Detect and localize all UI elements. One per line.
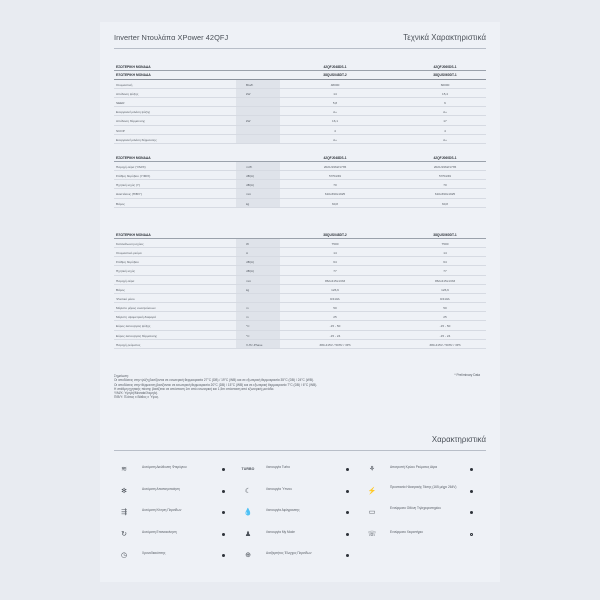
row-unit: m³/h	[246, 164, 253, 169]
features-column	[238, 459, 362, 567]
feature-item	[114, 545, 238, 567]
model-1-value: 64	[333, 260, 337, 265]
section-title: Τεχνικά Χαρακτηριστικά	[403, 33, 486, 42]
brochure-sheet	[100, 22, 500, 582]
row-label: ΕΣΩΤΕΡΙΚΗ ΜΟΝΑΔΑ	[116, 155, 151, 160]
row-label: ΕΞΩΤΕΡΙΚΗ ΜΟΝΑΔΑ	[116, 232, 151, 237]
row-label: Ονομαστικό ρεύμα	[116, 250, 142, 255]
model-2-value: 70	[443, 183, 447, 188]
note-line: Υ/Μ/Χ: Υψηλή/Μεσαία/Χαμηλή.	[114, 391, 158, 396]
feature-label: Αυτόματη Κίνηση Περσίδων	[142, 508, 182, 512]
features-grid	[114, 459, 486, 577]
row-label: Ενεργειακή κλάση ψύξης	[116, 110, 151, 115]
model-2-value: 57/54/49	[438, 173, 452, 178]
model-2-value: 77	[443, 269, 447, 274]
row-unit: m	[246, 315, 249, 320]
row-label: Μέγιστο μήκος σωληνώσεων	[116, 306, 156, 311]
preliminary-note: * Preliminary Data	[454, 373, 480, 377]
table-row	[114, 312, 486, 321]
table-header-row	[114, 62, 486, 71]
unit-column-shade	[236, 135, 280, 143]
notes-title: Σημείωση:	[114, 374, 129, 378]
table-row	[114, 294, 486, 303]
table-row	[114, 80, 486, 89]
row-label: Ηχητική ισχύς (Υ)	[116, 183, 141, 188]
table-row	[114, 189, 486, 198]
model-1-value: -15 - 24	[329, 333, 341, 338]
model-1-value: 14	[333, 250, 337, 255]
features-column	[362, 459, 486, 545]
feature-item	[238, 524, 362, 546]
row-label: Βάρος	[116, 287, 125, 292]
model-2-value: 64	[443, 260, 447, 265]
table-row	[114, 199, 486, 208]
model-2-value: 25	[443, 315, 447, 320]
model-1-value: 952x415x1333	[324, 278, 346, 283]
standard-marker	[346, 554, 349, 557]
feature-item	[114, 524, 238, 546]
model-2-value: 2021/1962/1735	[433, 164, 457, 169]
feature-label: Ενσύρματο Οθόνη Τηλεχειριστηρίου	[390, 506, 441, 510]
table-row	[114, 340, 486, 349]
row-label: Εύρος λειτουργίας θέρμανσης	[116, 333, 158, 338]
independent-control-icon: ⊕	[245, 552, 251, 559]
model-1-value: 38QUS048DT-2	[323, 232, 347, 237]
table-row	[114, 331, 486, 340]
row-unit: dB(A)	[246, 173, 254, 178]
feature-label: Ενσύρματο Χειριστήριο	[390, 529, 423, 534]
row-unit: A	[246, 250, 249, 255]
row-label: Ψυκτικό μέσο	[116, 296, 135, 301]
table-row	[114, 285, 486, 294]
model-1-value: 7500	[331, 241, 339, 246]
row-label: Ηχητική ισχύς	[116, 269, 136, 274]
feature-item	[362, 459, 486, 481]
dehumidify-icon: 💧	[243, 509, 253, 516]
model-1-value: 380-415V / 50Hz / 3Ph	[319, 342, 351, 347]
features-column	[114, 459, 238, 567]
table-header-row	[114, 71, 486, 80]
standard-marker	[346, 490, 349, 493]
model-2-value: 38QUS060DT-1	[433, 232, 457, 237]
features-title: Χαρακτηριστικά	[431, 435, 486, 444]
model-1-value: A+	[333, 137, 337, 142]
table-row	[114, 126, 486, 135]
features-divider	[114, 450, 486, 451]
model-1-value: 14	[333, 91, 337, 96]
row-label: Απόδοση ψύξης	[116, 91, 139, 96]
indoor-performance-table	[114, 62, 486, 144]
model-2-value: A+	[443, 137, 447, 142]
wired-remote-icon: ☏	[367, 530, 377, 538]
product-title: Inverter Ντουλάπα XPower 42QFJ	[114, 33, 229, 42]
model-1-value: R410A	[330, 296, 340, 301]
indoor-specs-table	[114, 153, 486, 208]
row-label: SCOP	[116, 128, 125, 133]
standard-marker	[222, 554, 225, 557]
model-1-value: 126,6	[331, 287, 339, 292]
row-unit: Btu/h	[246, 82, 254, 87]
table-row	[114, 107, 486, 116]
model-1-value: 5,8	[332, 100, 338, 105]
row-unit: dB(A)	[246, 260, 254, 265]
table-row	[114, 266, 486, 275]
model-2-value: 42QFJ060DS-1	[433, 155, 457, 160]
wind-direction-icon: ≋	[121, 466, 127, 473]
row-label: ΕΣΩΤΕΡΙΚΗ ΜΟΝΑΔΑ	[116, 64, 151, 69]
model-1-value: 42QFJ048DS-1	[323, 155, 347, 160]
feature-item	[114, 502, 238, 524]
model-2-value: 15,4	[441, 91, 449, 96]
feature-label: Λειτουργία Turbo	[266, 465, 291, 469]
page-header	[114, 33, 486, 49]
table-row	[114, 89, 486, 98]
row-label: Παροχή αέρα (Υ/Μ/Χ)	[116, 164, 146, 169]
row-unit: V-Hz-Phase	[246, 342, 263, 347]
table-row	[114, 276, 486, 285]
row-unit: mm	[246, 192, 252, 197]
table-row	[114, 321, 486, 330]
row-unit: °C	[246, 324, 250, 329]
feature-label: Λειτουργία Αφύγρανσης	[266, 508, 300, 512]
row-unit: mm	[246, 278, 252, 283]
auto-restart-icon: ↻	[121, 530, 127, 538]
table-row	[114, 303, 486, 312]
feature-label: Προστασία Ηλεκτρικής Τάσης (165 μέχρι 264V)	[390, 484, 457, 489]
model-2-value: 4	[444, 128, 446, 133]
standard-marker	[222, 533, 225, 536]
feature-label: Αυτόματη Αποπαγοποίηση	[142, 486, 180, 491]
model-1-value: 4	[334, 128, 336, 133]
note-line: Η στάθμη ηχητικής πίεσης βασίζεται σε απόσταση 1m από εσωτερική και 1,5m απόσταση από εξωτερική μονάδα.	[114, 386, 275, 391]
feature-item	[238, 459, 362, 481]
standard-marker	[346, 468, 349, 471]
model-1-value: 38QUS048DT-2	[323, 73, 347, 78]
unit-column-shade	[236, 98, 280, 106]
cold-air-prevention-icon: ⚘	[368, 466, 376, 473]
optional-marker	[470, 533, 473, 536]
table-row	[114, 135, 486, 144]
table-row	[114, 239, 486, 248]
model-1-value: 77	[333, 269, 337, 274]
model-1-value: 610x390x1925	[324, 192, 346, 197]
model-1-value: -15 - 50	[329, 324, 341, 329]
row-unit: m	[246, 306, 249, 311]
model-2-value: 610x390x1925	[434, 192, 456, 197]
standard-marker	[222, 468, 225, 471]
feature-item	[362, 481, 486, 503]
timer-icon: ◷	[120, 552, 128, 559]
note-line: Οι αποδόσεις στην ψύξη βασίζονται σε εσωτερική θερμοκρασία 27°C (DB) / 19°C (WB) και σε εξωτερική θερμοκρασία 35°C (DB) / 24°C (WB).	[114, 378, 314, 383]
feature-label: Αυτόματη Διεύθυνση Φτερύγιου	[142, 465, 187, 469]
table-row	[114, 248, 486, 257]
table-row	[114, 162, 486, 171]
row-label: Παροχή ρεύματος	[116, 342, 141, 347]
unit-column-shade	[236, 126, 280, 134]
row-unit: kW	[246, 91, 251, 96]
feature-label: Χρονοδιακόπτης	[142, 551, 166, 555]
row-label: Στάθμη θορύβου	[116, 260, 139, 265]
note-line: Π/Β/Υ: Πλάτος x Βάθος x Ύψος.	[114, 395, 160, 400]
feature-item	[114, 481, 238, 503]
row-label: Μέγιστη υψομετρική διαφορά	[116, 315, 156, 320]
unit-column-shade	[236, 294, 280, 302]
turbo-icon: TURBO	[241, 467, 255, 471]
model-2-value: 6	[444, 100, 446, 105]
feature-item	[238, 502, 362, 524]
feature-item	[238, 545, 362, 567]
feature-label: Λειτουργία My Mode	[266, 529, 295, 534]
row-unit: W	[246, 241, 249, 246]
model-2-value: -15 - 50	[439, 324, 451, 329]
feature-label: Αποτροπή Κρύου Ρεύματος Αέρα	[390, 465, 438, 469]
remote-control-icon: ▭	[368, 509, 376, 516]
row-label: Απόδοση θέρμανσης	[116, 119, 145, 124]
row-unit: dB(A)	[246, 183, 254, 188]
model-1-value: 57/54/49	[328, 173, 342, 178]
model-2-value: R410A	[440, 296, 450, 301]
row-label: Στάθμη θορύβου (Υ/Μ/Χ)	[116, 173, 151, 178]
auto-clean-icon: ✻	[121, 487, 127, 495]
row-label: Ονομαστική	[116, 82, 133, 87]
row-label: Βάρος	[116, 201, 125, 206]
model-2-value: A+	[443, 110, 447, 115]
row-label: Κατανάλωση ισχύος	[116, 241, 144, 246]
model-2-value: 14	[443, 250, 447, 255]
standard-marker	[470, 511, 473, 514]
air-swing-icon: ⇶	[121, 509, 127, 516]
feature-item	[362, 524, 486, 546]
table-row	[114, 180, 486, 189]
standard-marker	[346, 511, 349, 514]
model-2-value: 60,8	[441, 201, 449, 206]
outdoor-specs-table	[114, 230, 486, 349]
table-row	[114, 171, 486, 180]
feature-item	[238, 481, 362, 503]
row-label: SEER	[116, 100, 125, 105]
model-2-value: 7500	[441, 241, 449, 246]
model-1-value: 70	[333, 183, 337, 188]
standard-marker	[222, 511, 225, 514]
model-1-value: 25	[333, 315, 337, 320]
feature-label: Λειτουργία Ύπνου	[266, 486, 292, 491]
row-label: Ενεργειακή κλάση θέρμανσης	[116, 137, 157, 142]
feature-item	[362, 502, 486, 524]
model-1-value: 2021/1962/1735	[323, 164, 347, 169]
model-2-value: 60000	[440, 82, 450, 87]
model-2-value: 17	[443, 119, 447, 124]
feature-item	[114, 459, 238, 481]
model-2-value: 38QUS060DT-1	[433, 73, 457, 78]
row-label: Εύρος λειτουργίας ψύξης	[116, 324, 151, 329]
model-2-value: 126,6	[441, 287, 449, 292]
model-1-value: 48000	[330, 82, 340, 87]
standard-marker	[470, 490, 473, 493]
my-mode-icon: ♟	[244, 530, 252, 538]
model-1-value: A+	[333, 110, 337, 115]
sleep-mode-icon: ☾	[244, 487, 252, 495]
model-1-value: 16,1	[331, 119, 339, 124]
row-unit: dB(A)	[246, 269, 254, 274]
model-2-value: 380-415V / 50Hz / 3Ph	[429, 342, 461, 347]
model-1-value: 50	[333, 306, 337, 311]
row-unit: kW	[246, 119, 251, 124]
table-header-row	[114, 153, 486, 162]
table-row	[114, 116, 486, 125]
feature-label: Αυτόματη Επανεκκίνηση	[142, 529, 177, 534]
row-label: ΕΞΩΤΕΡΙΚΗ ΜΟΝΑΔΑ	[116, 73, 151, 78]
model-2-value: -15 - 24	[439, 333, 451, 338]
standard-marker	[470, 468, 473, 471]
table-row	[114, 257, 486, 266]
standard-marker	[222, 490, 225, 493]
model-1-value: 42QFJ048DS-1	[323, 64, 347, 69]
row-label: Διαστάσεις (Π/Β/Υ)	[116, 192, 142, 197]
row-unit: kg	[246, 201, 250, 206]
feature-label: Ανεξαρτήτος Έλεγχος Περσίδων	[266, 551, 312, 555]
standard-marker	[346, 533, 349, 536]
table-header-row	[114, 230, 486, 239]
table-row	[114, 98, 486, 107]
model-2-value: 50	[443, 306, 447, 311]
row-unit: °C	[246, 333, 250, 338]
notes-block	[114, 374, 486, 400]
note-line: Οι αποδόσεις στην θέρμανση βασίζονται σε εσωτερική θερμοκρασία 20°C (DB) / 15°C (WB) και σε εξωτερική θερμοκρασία 7°C (DB) / 6°C (WB).	[114, 382, 318, 387]
unit-column-shade	[236, 107, 280, 115]
model-1-value: 60,8	[331, 201, 339, 206]
model-2-value: 952x415x1333	[434, 278, 456, 283]
model-2-value: 42QFJ060DS-1	[433, 64, 457, 69]
row-label: Παροχή αέρα	[116, 278, 135, 283]
power-protection-icon: ⚡	[367, 487, 377, 495]
row-unit: kg	[246, 287, 250, 292]
